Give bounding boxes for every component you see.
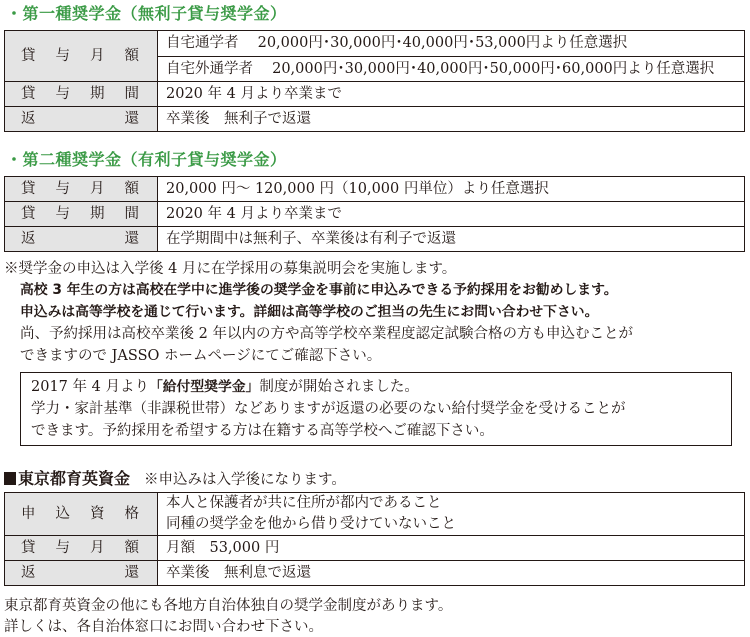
grant-notice-box bbox=[20, 372, 732, 446]
tokyo-repay-label: 返還 bbox=[5, 561, 158, 586]
footer-line-1: 東京都育英資金の他にも各地方自治体独自の奨学金制度があります。 bbox=[4, 598, 453, 614]
tokyo-title: 東京都育英資金 bbox=[18, 469, 131, 488]
loan2-repay-label: 返還 bbox=[5, 227, 158, 252]
footer-line-2: 詳しくは、各自治体窓口にお問い合わせ下さい。 bbox=[4, 619, 323, 635]
loan1-amount-label: 貸与月額 bbox=[5, 31, 158, 82]
tokyo-qual-cell bbox=[158, 493, 745, 536]
tokyo-repay: 卒業後 無利息で返還 bbox=[158, 561, 745, 586]
loan2-period: 2020 年 4 月より卒業まで bbox=[158, 202, 745, 227]
loan2-table bbox=[4, 176, 745, 252]
tokyo-qual-1: 本人と保護者が共に住所が都内であること bbox=[166, 495, 442, 511]
loan1-repay: 卒業後 無利子で返還 bbox=[158, 107, 745, 132]
loan1-amount-away: 自宅外通学者 20,000円･30,000円･40,000円･50,000円･60,000円より任意選択 bbox=[158, 56, 744, 81]
loan2-amount: 20,000 円～ 120,000 円（10,000 円単位）より任意選択 bbox=[158, 177, 745, 202]
tokyo-note: ※申込みは入学後になります。 bbox=[144, 472, 346, 488]
grant-line-1-pre: 2017 年 4 月より bbox=[31, 379, 149, 395]
loan1-repay-label: 返還 bbox=[5, 107, 158, 132]
note-line-5: できますので JASSO ホームページにてご確認下さい。 bbox=[20, 348, 382, 364]
note-line-1: ※奨学金の申込は入学後 4 月に在学採用の募集説明会を実施します。 bbox=[4, 261, 457, 277]
grant-keyword: 「給付型奨学金」 bbox=[148, 379, 260, 395]
square-bullet-icon bbox=[4, 472, 16, 485]
grant-line-3: できます。予約採用を希望する方は在籍する高等学校へご確認下さい。 bbox=[31, 423, 494, 439]
grant-line-1-post: 制度が開始されました。 bbox=[259, 379, 419, 395]
section-title-loan1: ・第一種奨学金（無利子貸与奨学金） bbox=[6, 4, 287, 23]
tokyo-heading bbox=[4, 466, 346, 489]
tokyo-qual-2: 同種の奨学金を他から借り受けていないこと bbox=[166, 516, 456, 532]
section-title-loan2: ・第二種奨学金（有利子貸与奨学金） bbox=[6, 150, 287, 169]
tokyo-table bbox=[4, 492, 745, 586]
tokyo-qual-label: 申込資格 bbox=[5, 493, 158, 536]
note-line-2: 高校 3 年生の方は高校在学中に進学後の奨学金を事前に申込みできる予約採用をお勧めします。 bbox=[20, 282, 618, 298]
loan1-period-label: 貸与期間 bbox=[5, 82, 158, 107]
tokyo-amount-label: 貸与月額 bbox=[5, 536, 158, 561]
loan2-period-label: 貸与期間 bbox=[5, 202, 158, 227]
note-line-4: 尚、予約採用は高校卒業後 2 年以内の方や高等学校卒業程度認定試験合格の方も申込むことが bbox=[20, 326, 633, 342]
loan2-amount-label: 貸与月額 bbox=[5, 177, 158, 202]
loan1-amount-cell bbox=[158, 31, 745, 82]
grant-line-1 bbox=[31, 376, 721, 398]
tokyo-amount: 月額 53,000 円 bbox=[158, 536, 745, 561]
loan1-period: 2020 年 4 月より卒業まで bbox=[158, 82, 745, 107]
note-line-3: 申込みは高等学校を通じて行います。詳細は高等学校のご担当の先生にお問い合わせ下さい。 bbox=[20, 304, 599, 320]
loan2-repay: 在学期間中は無利子、卒業後は有利子で返還 bbox=[158, 227, 745, 252]
loan1-amount-home: 自宅通学者 20,000円･30,000円･40,000円･53,000円より任意選択 bbox=[166, 35, 628, 51]
grant-line-2: 学力・家計基準（非課税世帯）などありますが返還の必要のない給付奨学金を受けることが bbox=[31, 401, 626, 417]
loan1-table bbox=[4, 30, 745, 132]
